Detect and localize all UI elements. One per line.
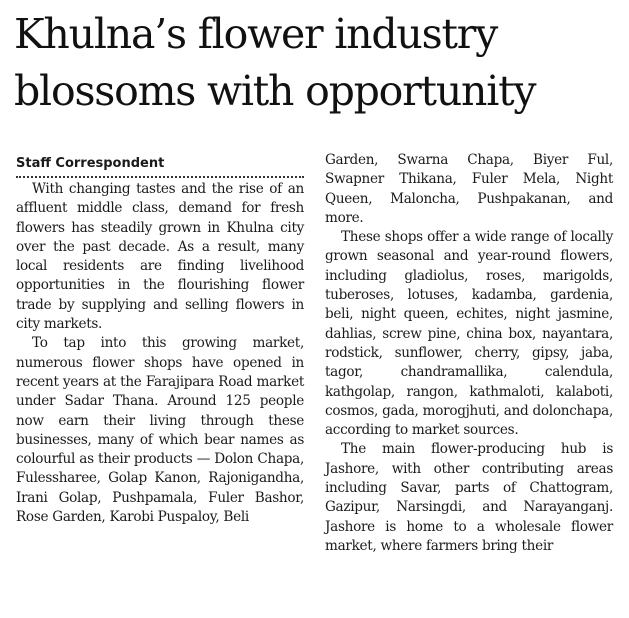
right-column — [325, 151, 613, 556]
paragraph-continuation: Garden, Swarna Chapa, Biyer Ful, Swapner Thikana, Fuler Mela, Night Queen, Maloncha, Pushpakanan, and more. — [325, 152, 613, 226]
byline: Staff Correspondent — [16, 155, 304, 178]
headline — [14, 6, 624, 120]
paragraph: To tap into this growing market, numerous flower shops have opened in recent years at the Farajipara Road market under Sadar Thana. Around 125 people now earn their living through these businesses, many of which bear names as colourful as their products — Dolon Chapa, Fulessharee, Golap Kanon, Rajonigandha, Irani Golap, Pushpamala, Fuler Bashor, Rose Garden, Karobi Puspaloy, Beli — [16, 335, 304, 526]
paragraph: With changing tastes and the rise of an affluent middle class, demand for fresh flowers has steadily grown in Khulna city over the past decade. As a result, many local residents are finding livelihood opportunities in the flourishing flower trade by supplying and selling flowers in city markets. — [16, 181, 304, 333]
left-column — [16, 155, 304, 527]
headline-line-1: Khulna’s flower industry — [14, 10, 498, 58]
headline-line-2: blossoms with opportunity — [14, 67, 536, 115]
paragraph: The main flower-producing hub is Jashore, with other contributing areas including Savar, parts of Chattogram, Gazipur, Narsingdi, and Narayanganj. Jashore is home to a wholesale flower market, where farmers bring their — [325, 441, 613, 554]
paragraph: These shops offer a wide range of locally grown seasonal and year-round flowers, including gladiolus, roses, marigolds, tuberoses, lotuses, kadamba, gardenia, beli, night queen, echites, night jasmine, dahlias, screw pine, china box, nayantara, rodstick, sunflower, cherry, gipsy, jaba, tagor, chandramallika, calendula, kathgolap, rangon, kathmaloti, kalaboti, cosmos, gada, morogjhuti, and dolonchapa, according to market sources. — [325, 229, 613, 439]
